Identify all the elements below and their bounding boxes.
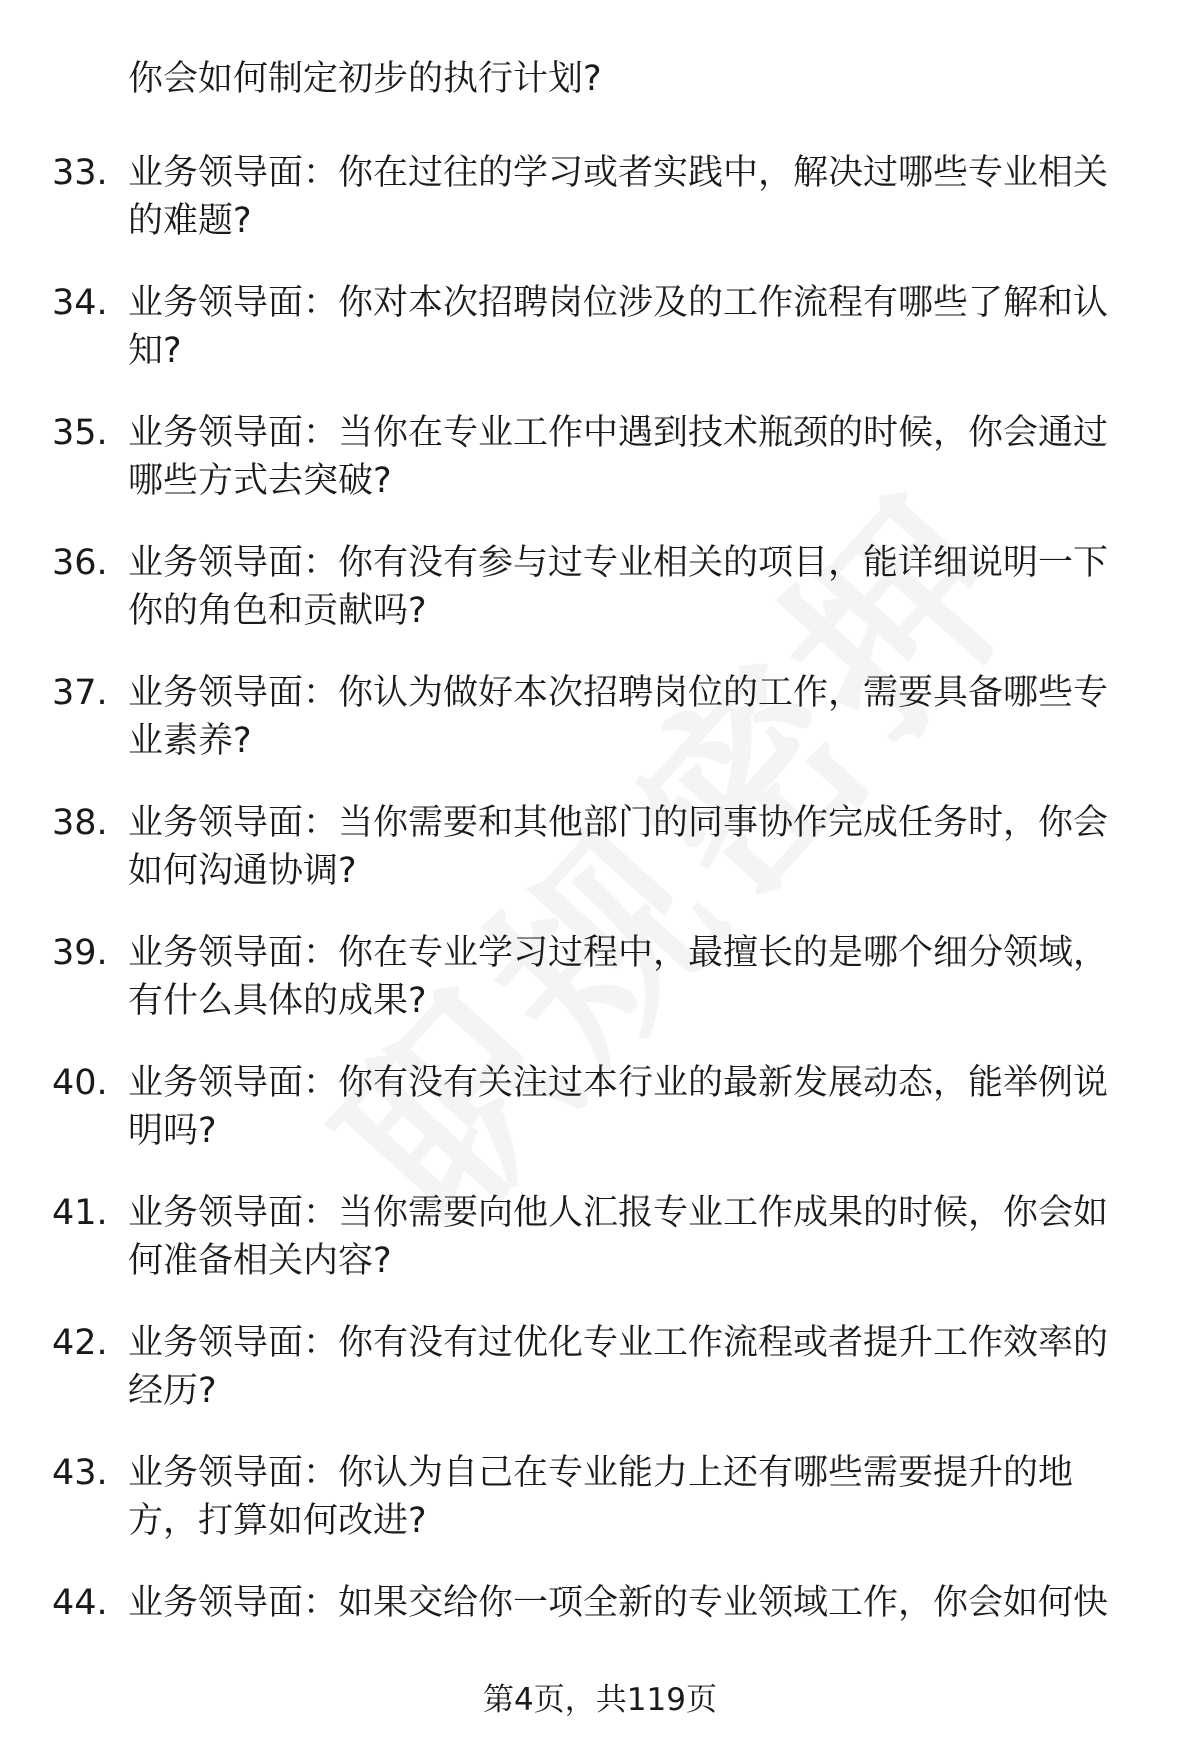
question-item <box>0 1189 1138 1285</box>
question-item <box>0 1449 1138 1545</box>
question-number: 33. <box>52 153 108 193</box>
question-item <box>0 1319 1138 1415</box>
question-number: 37. <box>52 673 108 713</box>
page-footer: 第4页，共119页 <box>483 1682 717 1718</box>
question-number: 42. <box>52 1323 108 1363</box>
question-number: 36. <box>52 543 108 583</box>
continued-question-text: 你会如何制定初步的执行计划? <box>128 59 602 99</box>
question-text: 业务领导面：你对本次招聘岗位涉及的工作流程有哪些了解和认知? <box>128 283 1109 371</box>
question-number: 34. <box>52 283 108 323</box>
question-text: 业务领导面：你认为自己在专业能力上还有哪些需要提升的地方，打算如何改进? <box>128 1453 1074 1541</box>
question-list <box>0 149 1200 1627</box>
question-text: 业务领导面：你认为做好本次招聘岗位的工作，需要具备哪些专业素养? <box>128 673 1109 761</box>
question-text: 业务领导面：你有没有过优化专业工作流程或者提升工作效率的经历? <box>128 1323 1109 1411</box>
question-text: 业务领导面：你有没有参与过专业相关的项目，能详细说明一下你的角色和贡献吗? <box>128 543 1109 631</box>
question-number: 40. <box>52 1063 108 1103</box>
question-text: 业务领导面：你在过往的学习或者实践中，解决过哪些专业相关的难题? <box>128 153 1109 241</box>
question-text: 业务领导面：当你需要向他人汇报专业工作成果的时候，你会如何准备相关内容? <box>128 1193 1109 1281</box>
question-text: 业务领导面：你在专业学习过程中，最擅长的是哪个细分领域，有什么具体的成果? <box>128 933 1109 1021</box>
question-number: 44. <box>52 1583 108 1623</box>
question-item <box>0 539 1138 635</box>
question-item <box>0 669 1138 765</box>
question-item <box>0 1059 1138 1155</box>
question-text: 业务领导面：如果交给你一项全新的专业领域工作，你会如何快 <box>128 1583 1109 1623</box>
question-number: 38. <box>52 803 108 843</box>
question-number: 39. <box>52 933 108 973</box>
question-number: 43. <box>52 1453 108 1493</box>
question-text: 业务领导面：你有没有关注过本行业的最新发展动态，能举例说明吗? <box>128 1063 1109 1151</box>
question-number: 35. <box>52 413 108 453</box>
question-item <box>0 929 1138 1025</box>
question-item <box>0 1579 1138 1627</box>
question-text: 业务领导面：当你在专业工作中遇到技术瓶颈的时候，你会通过哪些方式去突破? <box>128 413 1109 501</box>
question-item <box>0 149 1138 245</box>
page-content <box>0 55 1200 1661</box>
question-item <box>0 409 1138 505</box>
question-text: 业务领导面：当你需要和其他部门的同事协作完成任务时，你会如何沟通协调? <box>128 803 1109 891</box>
question-item <box>0 279 1138 375</box>
question-item <box>0 799 1138 895</box>
question-number: 41. <box>52 1193 108 1233</box>
